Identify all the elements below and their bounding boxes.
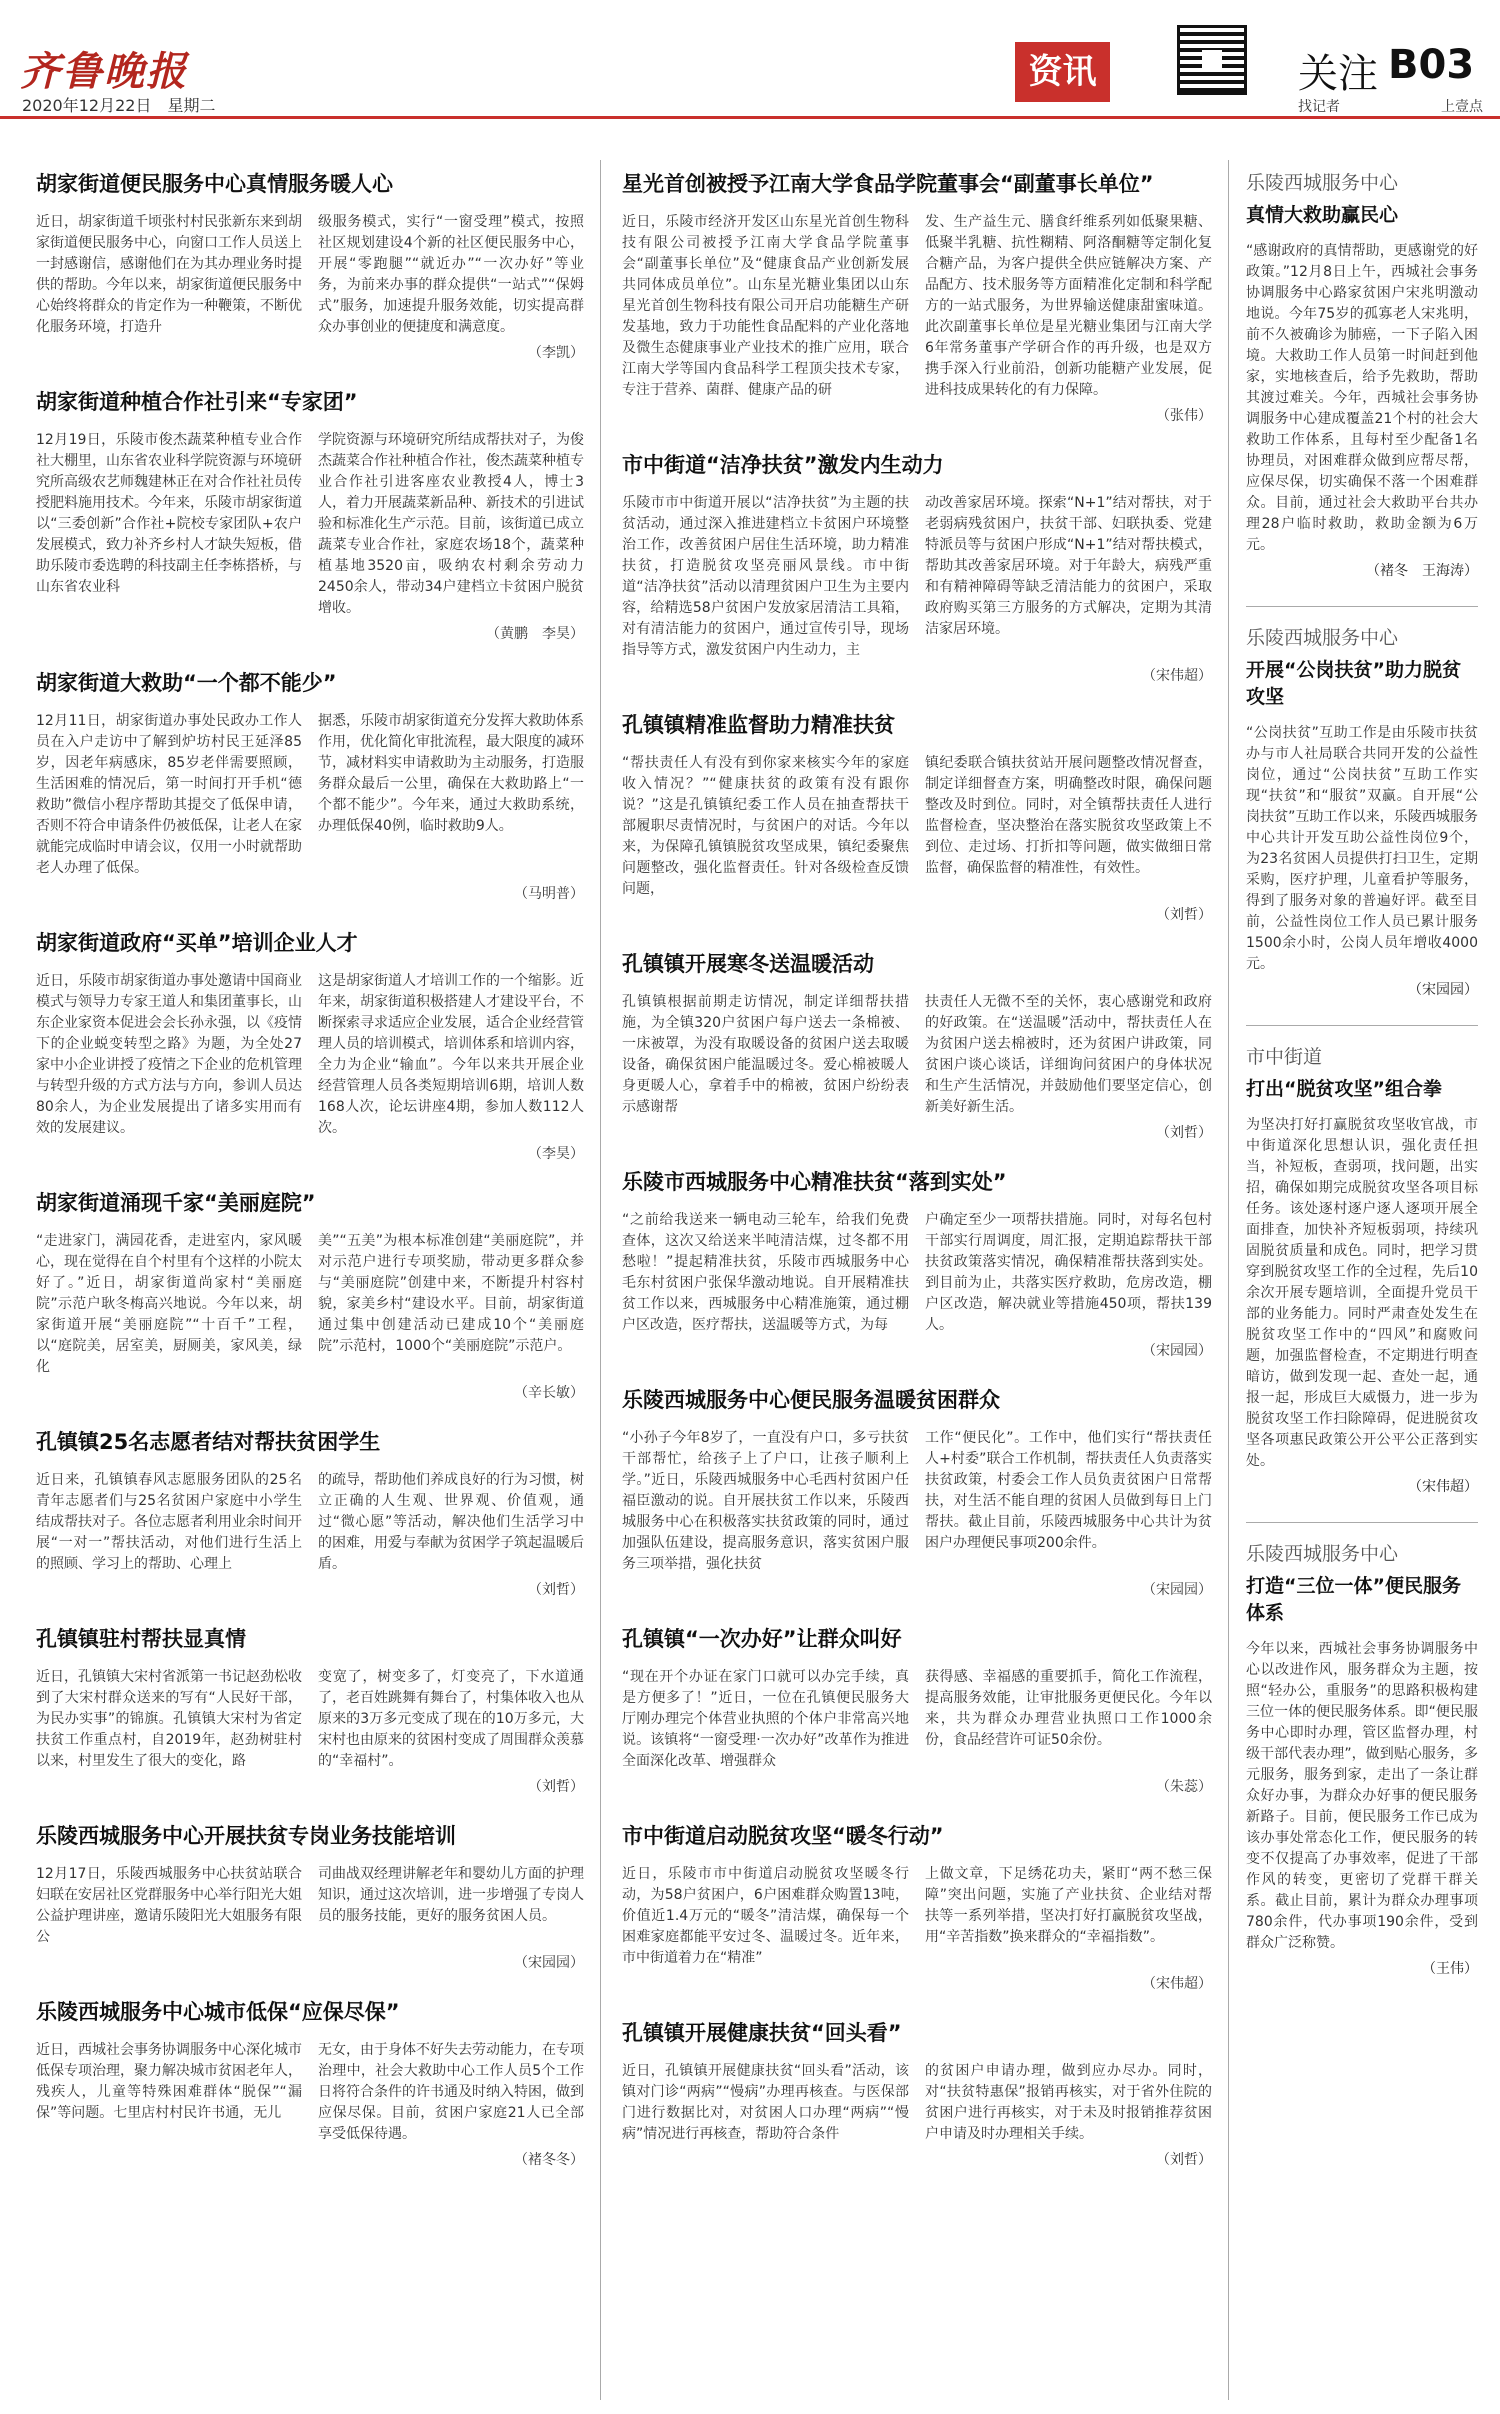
article-author: （褚冬冬） bbox=[514, 2152, 584, 2168]
article-author: （辛长敏） bbox=[514, 1385, 584, 1401]
article bbox=[622, 711, 1212, 924]
sidebar-article bbox=[1246, 606, 1478, 999]
article-text: 12月17日，乐陵西城服务中心扶贫站联合妇联在安居社区党群服务中心举行阳光大姐公益护理讲座，邀请乐陵阳光大姐服务有限公 bbox=[36, 1866, 302, 1945]
sidebar-author: （宋园园） bbox=[1408, 982, 1478, 998]
sidebar-article bbox=[1246, 1522, 1478, 1978]
article-text: “帮扶责任人有没有到你家来核实今年的家庭收入情况？”“健康扶贫的政策有没有跟你说？”这是孔镇镇纪委工作人员在抽查帮扶干部履职尽责情况时，与贫困户的对话。今年以来，为保障孔镇镇脱贫攻坚成果，镇纪委聚焦问题整改，强化监督责任。针对各级检查反馈问题， bbox=[622, 755, 909, 897]
article bbox=[36, 388, 584, 643]
article bbox=[36, 1625, 584, 1796]
article-author: （朱蕊） bbox=[1156, 1779, 1212, 1795]
article-author: （马明普） bbox=[514, 886, 584, 902]
article-body bbox=[36, 2040, 584, 2145]
article-text: 变宽了，树变多了，灯变亮了，下水道通了，老百姓跳舞有舞台了，村集体收入也从原来的3万多元变成了现在的10万多元，大宋村也由原来的贫困村变成了周围群众羡慕的“幸福村”。 bbox=[318, 1669, 584, 1769]
article-body bbox=[622, 2061, 1212, 2145]
article-text: 近日，西城社会事务协调服务中心深化城市低保专项治理，聚力解决城市贫困老年人，残疾人，儿童等特殊困难群体“脱保”“漏保”等问题。七里店村村民许书通，无儿 bbox=[36, 2042, 302, 2121]
sidebar-kicker: 乐陵西城服务中心 bbox=[1246, 1543, 1399, 1565]
article-body bbox=[36, 1667, 584, 1772]
article bbox=[36, 170, 584, 362]
article-headline: 孔镇镇开展寒冬送温暖活动 bbox=[622, 952, 874, 976]
article-text: 12月19日，乐陵市俊杰蔬菜种植专业合作社大棚里，山东省农业科学院资源与环境研究所高级农艺师魏建林正在对合作社社员传授肥料施用技术。今年来，乐陵市胡家街道以“三委创新”合作社+院校专家团队+农户发展模式，致力补齐乡村人才缺失短板，借助乐陵市委选聘的科技副主任李栋搭桥，与山东省农业科 bbox=[36, 432, 302, 595]
article-headline: 乐陵西城服务中心城市低保“应保尽保” bbox=[36, 2000, 400, 2024]
article bbox=[36, 1998, 584, 2169]
sidebar-author: （褚冬 王海涛） bbox=[1366, 563, 1478, 579]
sidebar-headline: 打造“三位一体”便民服务体系 bbox=[1246, 1575, 1461, 1624]
article-text: 近日，乐陵市胡家街道办事处邀请中国商业模式与领导力专家王道人和集团董事长，山东企业家资本促进会会长孙永强，以《疫情下的企业蜕变转型之路》为题，为全处27家中小企业讲授了疫情之下企业的危机管理与转型升级的方式方法与方向，参训人员达80余人，为企业发展提出了诸多实用而有效的发展建议。 bbox=[36, 973, 302, 1136]
article-headline: 孔镇镇“一次办好”让群众叫好 bbox=[622, 1627, 902, 1651]
article bbox=[36, 1822, 584, 1972]
article-text: 这是胡家街道人才培训工作的一个缩影。近年来，胡家街道积极搭建人才建设平台，不断探索寻求适应企业发展，适合企业经营管理人员的培训模式，培训体系和培训内容，全力为企业“输血”。今年以来共开展企业经营管理人员各类短期培训6期，培训人数168人次，论坛讲座4期，参加人数112人次。 bbox=[318, 973, 584, 1136]
article-author: （李昊） bbox=[528, 1146, 584, 1162]
masthead bbox=[0, 0, 1500, 118]
article-text: 动改善家居环境。探索“N+1”结对帮扶，对于老弱病残贫困户，扶贫干部、妇联执委、党建特派员等与贫困户形成“N+1”结对帮扶模式，帮助其改善家居环境。对于年龄大，病残严重和有精神障碍等缺乏清洁能力的贫困户，采取政府购买第三方服务的方式解决，定期为其清洁家居环境。 bbox=[925, 495, 1212, 637]
article-body bbox=[622, 753, 1212, 900]
article-body bbox=[622, 1210, 1212, 1336]
article-headline: 乐陵西城服务中心便民服务温暖贫困群众 bbox=[622, 1388, 1000, 1412]
sidebar-headline: 真情大救助赢民心 bbox=[1246, 204, 1399, 226]
header-rule bbox=[0, 116, 1500, 119]
article-text: 获得感、幸福感的重要抓手，简化工作流程，提高服务效能，让审批服务更便民化。今年以来，共为群众办理营业执照口工作1000余份，食品经营许可证50余份。 bbox=[925, 1669, 1212, 1748]
article-body bbox=[622, 992, 1212, 1118]
sidebar-text: 为坚决打好打赢脱贫攻坚收官战，市中街道深化思想认识，强化责任担当，补短板，查弱项，找问题，出实招，确保如期完成脱贫攻坚各项目标任务。该处逐村逐户逐人逐项开展全面排查，加快补齐短板弱项，持续巩固脱贫质量和成色。同时，把学习贯穿到脱贫攻坚工作的全过程，先后10余次开展专题培训，全面提升党员干部的业务能力。同时严肃查处发生在脱贫攻坚工作中的“四风”和腐败问题，加强监督检查，不定期进行明查暗访，做到发现一起、查处一起，通报一起，形成巨大威慑力，进一步为脱贫攻坚工作扫除障碍，促进脱贫攻坚各项惠民政策公开公平公正落到实处。 bbox=[1246, 1117, 1478, 1469]
sidebar-text: 今年以来，西城社会事务协调服务中心以改进作风，服务群众为主题，按照“轻办公，重服务”的思路积极构建三位一体的便民服务体系。即“便民服务中心即时办理，管区监督办理，村级干部代表办理”，做到贴心服务，多元服务，服务到家，走出了一条让群众好办事，为群众办好事的便民服务新路子。目前，便民服务工作已成为该办事处常态化工作，便民服务的转变不仅提高了办事效率，促进了干部作风的转变，更密切了党群干群关系。截止目前，累计为群众办理事项780余件，代办事项190余件，受到群众广泛称赞。 bbox=[1246, 1641, 1478, 1951]
article-headline: 胡家街道便民服务中心真情服务暖人心 bbox=[36, 172, 393, 196]
section-tag: 资讯 bbox=[1015, 42, 1110, 102]
article-headline: 星光首创被授予江南大学食品学院董事会“副董事长单位” bbox=[622, 172, 1154, 196]
article-author: （刘哲） bbox=[1156, 2152, 1212, 2168]
sidebar-article bbox=[1246, 1025, 1478, 1496]
reporter-label: 找记者 bbox=[1298, 99, 1340, 115]
page-number: B03 bbox=[1388, 42, 1475, 88]
article-text: 近日，乐陵市市中街道启动脱贫攻坚暖冬行动，为58户贫困户，6户困难群众购置13吨，价值近1.4万元的“暖冬”清洁煤，确保每一个困难家庭都能平安过冬、温暖过冬。近年来，市中街道着力在“精准” bbox=[622, 1866, 909, 1966]
article-body bbox=[36, 971, 584, 1139]
article-author: （宋伟超） bbox=[1142, 1976, 1212, 1992]
article-body bbox=[36, 1470, 584, 1575]
issue-date: 2020年12月22日 星期二 bbox=[22, 96, 216, 115]
article bbox=[622, 1168, 1212, 1360]
article-text: 12月11日，胡家街道办事处民政办工作人员在入户走访中了解到炉坊村民王延泽85岁，因老年病感床，85岁老伴需要照顾，生活困难的情况后，第一时间打开手机“德救助”微信小程序帮助其提交了低保申请，否则不符合申请条件仍被低保，让老人在家就能完成临时申请会议，仅用一小时就帮助老人办理了低保。 bbox=[36, 713, 302, 876]
reporter-value: 上壹点 bbox=[1441, 99, 1483, 115]
article-text: 学院资源与环境研究所结成帮扶对子，为俊杰蔬菜合作社种植合作社，俊杰蔬菜种植专业合作社引进客座农业教授4人，博士3人，着力开展蔬菜新品种、新技术的引进试验和标准化生产示范。目前，该街道已成立蔬菜专业合作社，家庭农场18个，蔬菜种植基地3520亩，吸纳农村剩余劳动力2450余人，带动34户建档立卡贫困户脱贫增收。 bbox=[318, 432, 584, 616]
article-author: （刘哲） bbox=[528, 1779, 584, 1795]
article-author: （宋园园） bbox=[514, 1955, 584, 1971]
article-headline: 胡家街道涌现千家“美丽庭院” bbox=[36, 1191, 316, 1215]
article-headline: 孔镇镇精准监督助力精准扶贫 bbox=[622, 713, 895, 737]
article-headline: 市中街道启动脱贫攻坚“暖冬行动” bbox=[622, 1824, 944, 1848]
article-body bbox=[36, 711, 584, 879]
sidebar-author: （宋伟超） bbox=[1408, 1479, 1478, 1495]
article-text: 乐陵市市中街道开展以“洁净扶贫”为主题的扶贫活动，通过深入推进建档立卡贫困户环境整治工作，改善贫困户居住生活环境，助力精准扶贫，打造脱贫攻坚亮丽风景线。市中街道“洁净扶贫”活动以清理贫困户卫生为主要内容，给精选58户贫困户发放家居清洁工具箱，对有清洁能力的贫困户，通过宣传引导，现场指导等方式，激发贫困户内生动力，主 bbox=[622, 495, 909, 658]
article-text: 工作“便民化”。工作中，他们实行“帮扶责任人+村委”联合工作机制，帮扶责任人负责落实扶贫政策，村委会工作人员负责贫困户日常帮扶，对生活不能自理的贫困人员做到每日上门帮扶。截止目前，乐陵西城服务中心共计为贫困户办理便民事项200余件。 bbox=[925, 1430, 1212, 1551]
article-text: 近日，孔镇镇开展健康扶贫“回头看”活动，该镇对门诊“两病”“慢病”办理再核查。与医保部门进行数据比对，对贫困人口办理“两病”“慢病”情况进行再核查，帮助符合条件 bbox=[622, 2063, 909, 2142]
article bbox=[36, 1189, 584, 1402]
article bbox=[622, 1386, 1212, 1599]
sidebar-kicker: 乐陵西城服务中心 bbox=[1246, 172, 1399, 194]
article-text: 级服务模式，实行“一窗受理”模式，按照社区规划建设4个新的社区便民服务中心，开展“零跑腿”“就近办”“一次办好”等业务，为前来办事的群众提供“一站式”“保姆式”服务，加速提升服务效能，切实提高群众办事创业的便捷度和满意度。 bbox=[318, 214, 584, 335]
article bbox=[36, 1428, 584, 1599]
article bbox=[36, 929, 584, 1163]
reporter-line bbox=[1298, 96, 1483, 116]
sidebar-article bbox=[1246, 170, 1478, 580]
article-text: 无女，由于身体不好失去劳动能力，在专项治理中，社会大救助中心工作人员5个工作日将符合条件的许书通及时纳入特困，做到应保尽保。目前，贫困户家庭21人已全部享受低保待遇。 bbox=[318, 2042, 584, 2142]
article-body bbox=[36, 430, 584, 619]
article-text: 扶责任人无微不至的关怀，衷心感谢党和政府的好政策。在“送温暖”活动中，帮扶责任人在为贫困户送去棉被时，还为贫困户讲政策，同贫困户谈心谈话，详细询问贫困户的身体状况和生产生活情况，并鼓励他们要坚定信心，创新美好新生活。 bbox=[925, 994, 1212, 1115]
article-text: 上做文章，下足绣花功夫，紧盯“两不愁三保障”突出问题，实施了产业扶贫、企业结对帮扶等一系列举措，坚决打好打赢脱贫攻坚战，用“辛苦指数”换来群众的“幸福指数”。 bbox=[925, 1866, 1212, 1945]
article-text: 据悉，乐陵市胡家街道充分发挥大救助体系作用，优化简化审批流程，最大限度的减环节，减材料实申请救助为主动服务，打造服务群众最后一公里，确保在大救助路上“一个都不能少”。今年来，通过大救助系统，办理低保40例，临时救助9人。 bbox=[318, 713, 584, 834]
article-body bbox=[36, 1231, 584, 1378]
right-column bbox=[1246, 170, 1478, 2004]
article-text: 近日，胡家街道千顷张村村民张新东来到胡家街道便民服务中心，向窗口工作人员送上一封感谢信，感谢他们在为其办理业务时提供的帮助。今年以来，胡家街道便民服务中心始终将群众的肯定作为一种鞭策，不断优化服务环境，打造升 bbox=[36, 214, 302, 335]
article-text: 美”“五美”为根本标准创建“美丽庭院”，并对示范户进行专项奖励，带动更多群众参与“美丽庭院”创建中来，不断提升村容村貌，家美乡村“建设水平。目前，胡家街道通过集中创建活动已建成10个“美丽庭院”示范村，1000个“美丽庭院”示范户。 bbox=[318, 1233, 584, 1354]
article-headline: 孔镇镇25名志愿者结对帮扶贫困学生 bbox=[36, 1430, 381, 1454]
article-headline: 孔镇镇驻村帮扶显真情 bbox=[36, 1627, 246, 1651]
sidebar-headline: 打出“脱贫攻坚”组合拳 bbox=[1246, 1078, 1442, 1100]
article-headline: 胡家街道政府“买单”培训企业人才 bbox=[36, 931, 358, 955]
article-text: 户确定至少一项帮扶措施。同时，对每名包村干部实行周调度，周汇报，定期追踪帮扶干部扶贫政策落实情况，确保精准帮扶落到实处。到目前为止，共落实医疗救助，危房改造，棚户区改造，解决就业等措施450项，帮扶139人。 bbox=[925, 1212, 1212, 1333]
sidebar-text: “公岗扶贫”互助工作是由乐陵市扶贫办与市人社局联合共同开发的公益性岗位，通过“公岗扶贫”互助工作实现“扶贫”和“服贫”双赢。自开展“公岗扶贫”互助工作以来，乐陵西城服务中心共计开发互助公益性岗位9个，为23名贫困人员提供打扫卫生，定期采购，医疗护理，儿童看护等服务，得到了服务对象的普遍好评。截至目前，公益性岗位工作人员已累计服务1500余小时，公岗人员年增收4000元。 bbox=[1246, 725, 1478, 972]
article-text: 的贫困户申请办理，做到应办尽办。同时，对“扶贫特惠保”报销再核实，对于省外住院的贫困户进行再核实，对于未及时报销推荐贫困户申请及时办理相关手续。 bbox=[925, 2063, 1212, 2142]
column-divider bbox=[600, 160, 601, 2400]
article-text: 发、生产益生元、膳食纤维系列如低聚果糖、低聚半乳糖、抗性糊精、阿洛酮糖等定制化复合糖产品，为客户提供全供应链解决方案、产品配方、技术服务等方面精准化定制和科学配方的一站式服务，为世界输送健康甜蜜味道。此次副董事长单位是星光糖业集团与江南大学6年常务董事产学研合作的再升级，也是双方携手深入行业前沿，创新功能糖产业发展，促进科技成果转化的有力保障。 bbox=[925, 214, 1212, 398]
article bbox=[36, 669, 584, 903]
article-headline: 市中街道“洁净扶贫”激发内生动力 bbox=[622, 453, 944, 477]
article-text: 近日，孔镇镇大宋村省派第一书记赵劲松收到了大宋村群众送来的写有“人民好干部，为民办实事”的锦旗。孔镇镇大宋村为省定扶贫工作重点村，自2019年，赵劲树驻村以来，村里发生了很大的变化，路 bbox=[36, 1669, 302, 1769]
section-title: 关注 bbox=[1298, 51, 1378, 97]
article-author: （宋园园） bbox=[1142, 1343, 1212, 1359]
qr-code-icon bbox=[1180, 28, 1244, 92]
column-divider bbox=[1228, 160, 1229, 2400]
article-headline: 乐陵西城服务中心开展扶贫专岗业务技能培训 bbox=[36, 1824, 456, 1848]
article-author: （宋伟超） bbox=[1142, 668, 1212, 684]
article-headline: 胡家街道种植合作社引来“专家团” bbox=[36, 390, 358, 414]
article-text: 的疏导，帮助他们养成良好的行为习惯，树立正确的人生观、世界观、价值观，通过“微心愿”等活动，解决他们生活学习中的困难，用爱与奉献为贫困学子筑起温暖后盾。 bbox=[318, 1472, 584, 1572]
article-author: （刘哲） bbox=[528, 1582, 584, 1598]
article-text: 孔镇镇根据前期走访情况，制定详细帮扶措施，为全镇320户贫困户每户送去一条棉被、一床被罩，为没有取暖设备的贫困户送去取暖设备，确保贫困户能温暖过冬。爱心棉被暖人身更暖人心，拿着手中的棉被，贫困户纷纷表示感谢帮 bbox=[622, 994, 909, 1115]
article-author: （刘哲） bbox=[1156, 907, 1212, 923]
article-headline: 孔镇镇开展健康扶贫“回头看” bbox=[622, 2021, 902, 2045]
article-body bbox=[622, 1864, 1212, 1969]
article-body bbox=[622, 493, 1212, 661]
left-column bbox=[36, 170, 584, 2195]
article-author: （黄鹏 李昊） bbox=[486, 626, 584, 642]
sidebar-kicker: 乐陵西城服务中心 bbox=[1246, 627, 1399, 649]
sidebar-text: “感谢政府的真情帮助，更感谢党的好政策。”12月8日上午，西城社会事务协调服务中心路家贫困户宋兆明激动地说。今年75岁的孤寡老人宋兆明，前不久被确诊为肺癌，一下子陷入困境。大救助工作人员第一时间赶到他家，实地核查后，给予先救助，帮助其渡过难关。今年，西城社会事务协调服务中心建成覆盖21个村的社会大救助工作体系，且每村至少配备1名协理员，对困难群众做到应帮尽帮，应保尽保，切实确保不落一个困难群众。目前，通过社会大救助平台共办理28户临时救助，救助金额为6万元。 bbox=[1246, 243, 1478, 553]
article-author: （李凯） bbox=[528, 345, 584, 361]
article bbox=[622, 170, 1212, 425]
article-author: （宋园园） bbox=[1142, 1582, 1212, 1598]
article-text: 近日来，孔镇镇春风志愿服务团队的25名青年志愿者们与25名贫困户家庭中小学生结成帮扶对子。各位志愿者利用业余时间开展“一对一”帮扶活动，对他们进行生活上的照顾、学习上的帮助、心理上 bbox=[36, 1472, 302, 1572]
sidebar-divider bbox=[1246, 1025, 1478, 1026]
article-text: “现在开个办证在家门口就可以办完手续，真是方便多了！”近日，一位在孔镇便民服务大厅刚办理完个体营业执照的个体户非常高兴地说。该镇将“一窗受理·一次办好”改革作为推进全面深化改革、增强群众 bbox=[622, 1669, 909, 1769]
sidebar-kicker: 市中街道 bbox=[1246, 1046, 1323, 1068]
article-body bbox=[36, 212, 584, 338]
newspaper-logo: 齐鲁晚报 bbox=[20, 48, 188, 95]
article-text: “之前给我送来一辆电动三轮车，给我们免费查体，这次又给送来半吨清洁煤，过冬都不用愁啦！”提起精准扶贫，乐陵市西城服务中心毛东村贫困户张保华激动地说。自开展精准扶贫工作以来，西城服务中心精准施策，通过棚户区改造，医疗帮扶，送温暖等方式，为每 bbox=[622, 1212, 909, 1333]
article-text: “走进家门，满园花香，走进室内，家风暖心，现在觉得在自个村里有个这样的小院太好了。”近日，胡家街道尚家村“美丽庭院”示范户耿冬梅高兴地说。今年以来，胡家街道开展“美丽庭院”“十百千”工程，以“庭院美，居室美，厨厕美，家风美，绿化 bbox=[36, 1233, 302, 1375]
article-author: （张伟） bbox=[1156, 408, 1212, 424]
article-text: 近日，乐陵市经济开发区山东星光首创生物科技有限公司被授予江南大学食品学院董事会“副董事长单位”及“健康食品产业创新发展共同体成员单位”。山东星光糖业集团以山东星光首创生物科技有限公司开启功能糖生产研发基地，致力于功能性食品配料的产业化落地及微生态健康事业产业技术的推广应用，联合江南大学等国内食品科学工程顶尖技术专家，专注于营养、菌群、健康产品的研 bbox=[622, 214, 909, 398]
article-body bbox=[622, 1428, 1212, 1575]
article-headline: 乐陵市西城服务中心精准扶贫“落到实处” bbox=[622, 1170, 1007, 1194]
article bbox=[622, 451, 1212, 685]
article-text: 司曲战双经理讲解老年和婴幼儿方面的护理知识，通过这次培训，进一步增强了专岗人员的服务技能，更好的服务贫困人员。 bbox=[318, 1866, 584, 1924]
article-text: 镇纪委联合镇扶贫站开展问题整改情况督查，制定详细督查方案，明确整改时限，确保问题整改及时到位。同时，对全镇帮扶责任人进行监督检查，坚决整治在落实脱贫攻坚政策上不到位、走过场、打折扣等问题，做实做细日常监督，确保监督的精准性，有效性。 bbox=[925, 755, 1212, 876]
article-body bbox=[622, 212, 1212, 401]
article-headline: 胡家街道大救助“一个都不能少” bbox=[36, 671, 337, 695]
sidebar-divider bbox=[1246, 1522, 1478, 1523]
article-author: （刘哲） bbox=[1156, 1125, 1212, 1141]
article bbox=[622, 2019, 1212, 2169]
article-body bbox=[36, 1864, 584, 1948]
article bbox=[622, 950, 1212, 1142]
article bbox=[622, 1822, 1212, 1993]
sidebar-author: （王伟） bbox=[1422, 1961, 1478, 1977]
article bbox=[622, 1625, 1212, 1796]
sidebar-headline: 开展“公岗扶贫”助力脱贫攻坚 bbox=[1246, 659, 1461, 708]
article-text: “小孙子今年8岁了，一直没有户口，多亏扶贫干部帮忙，给孩子上了户口，让孩子顺利上学。”近日，乐陵西城服务中心毛西村贫困户任福臣激动的说。自开展扶贫工作以来，乐陵西城服务中心在积极落实扶贫政策的同时，通过加强队伍建设，提高服务意识，落实贫困户服务三项举措，强化扶贫 bbox=[622, 1430, 909, 1572]
middle-column bbox=[622, 170, 1212, 2195]
article-body bbox=[622, 1667, 1212, 1772]
sidebar-divider bbox=[1246, 606, 1478, 607]
